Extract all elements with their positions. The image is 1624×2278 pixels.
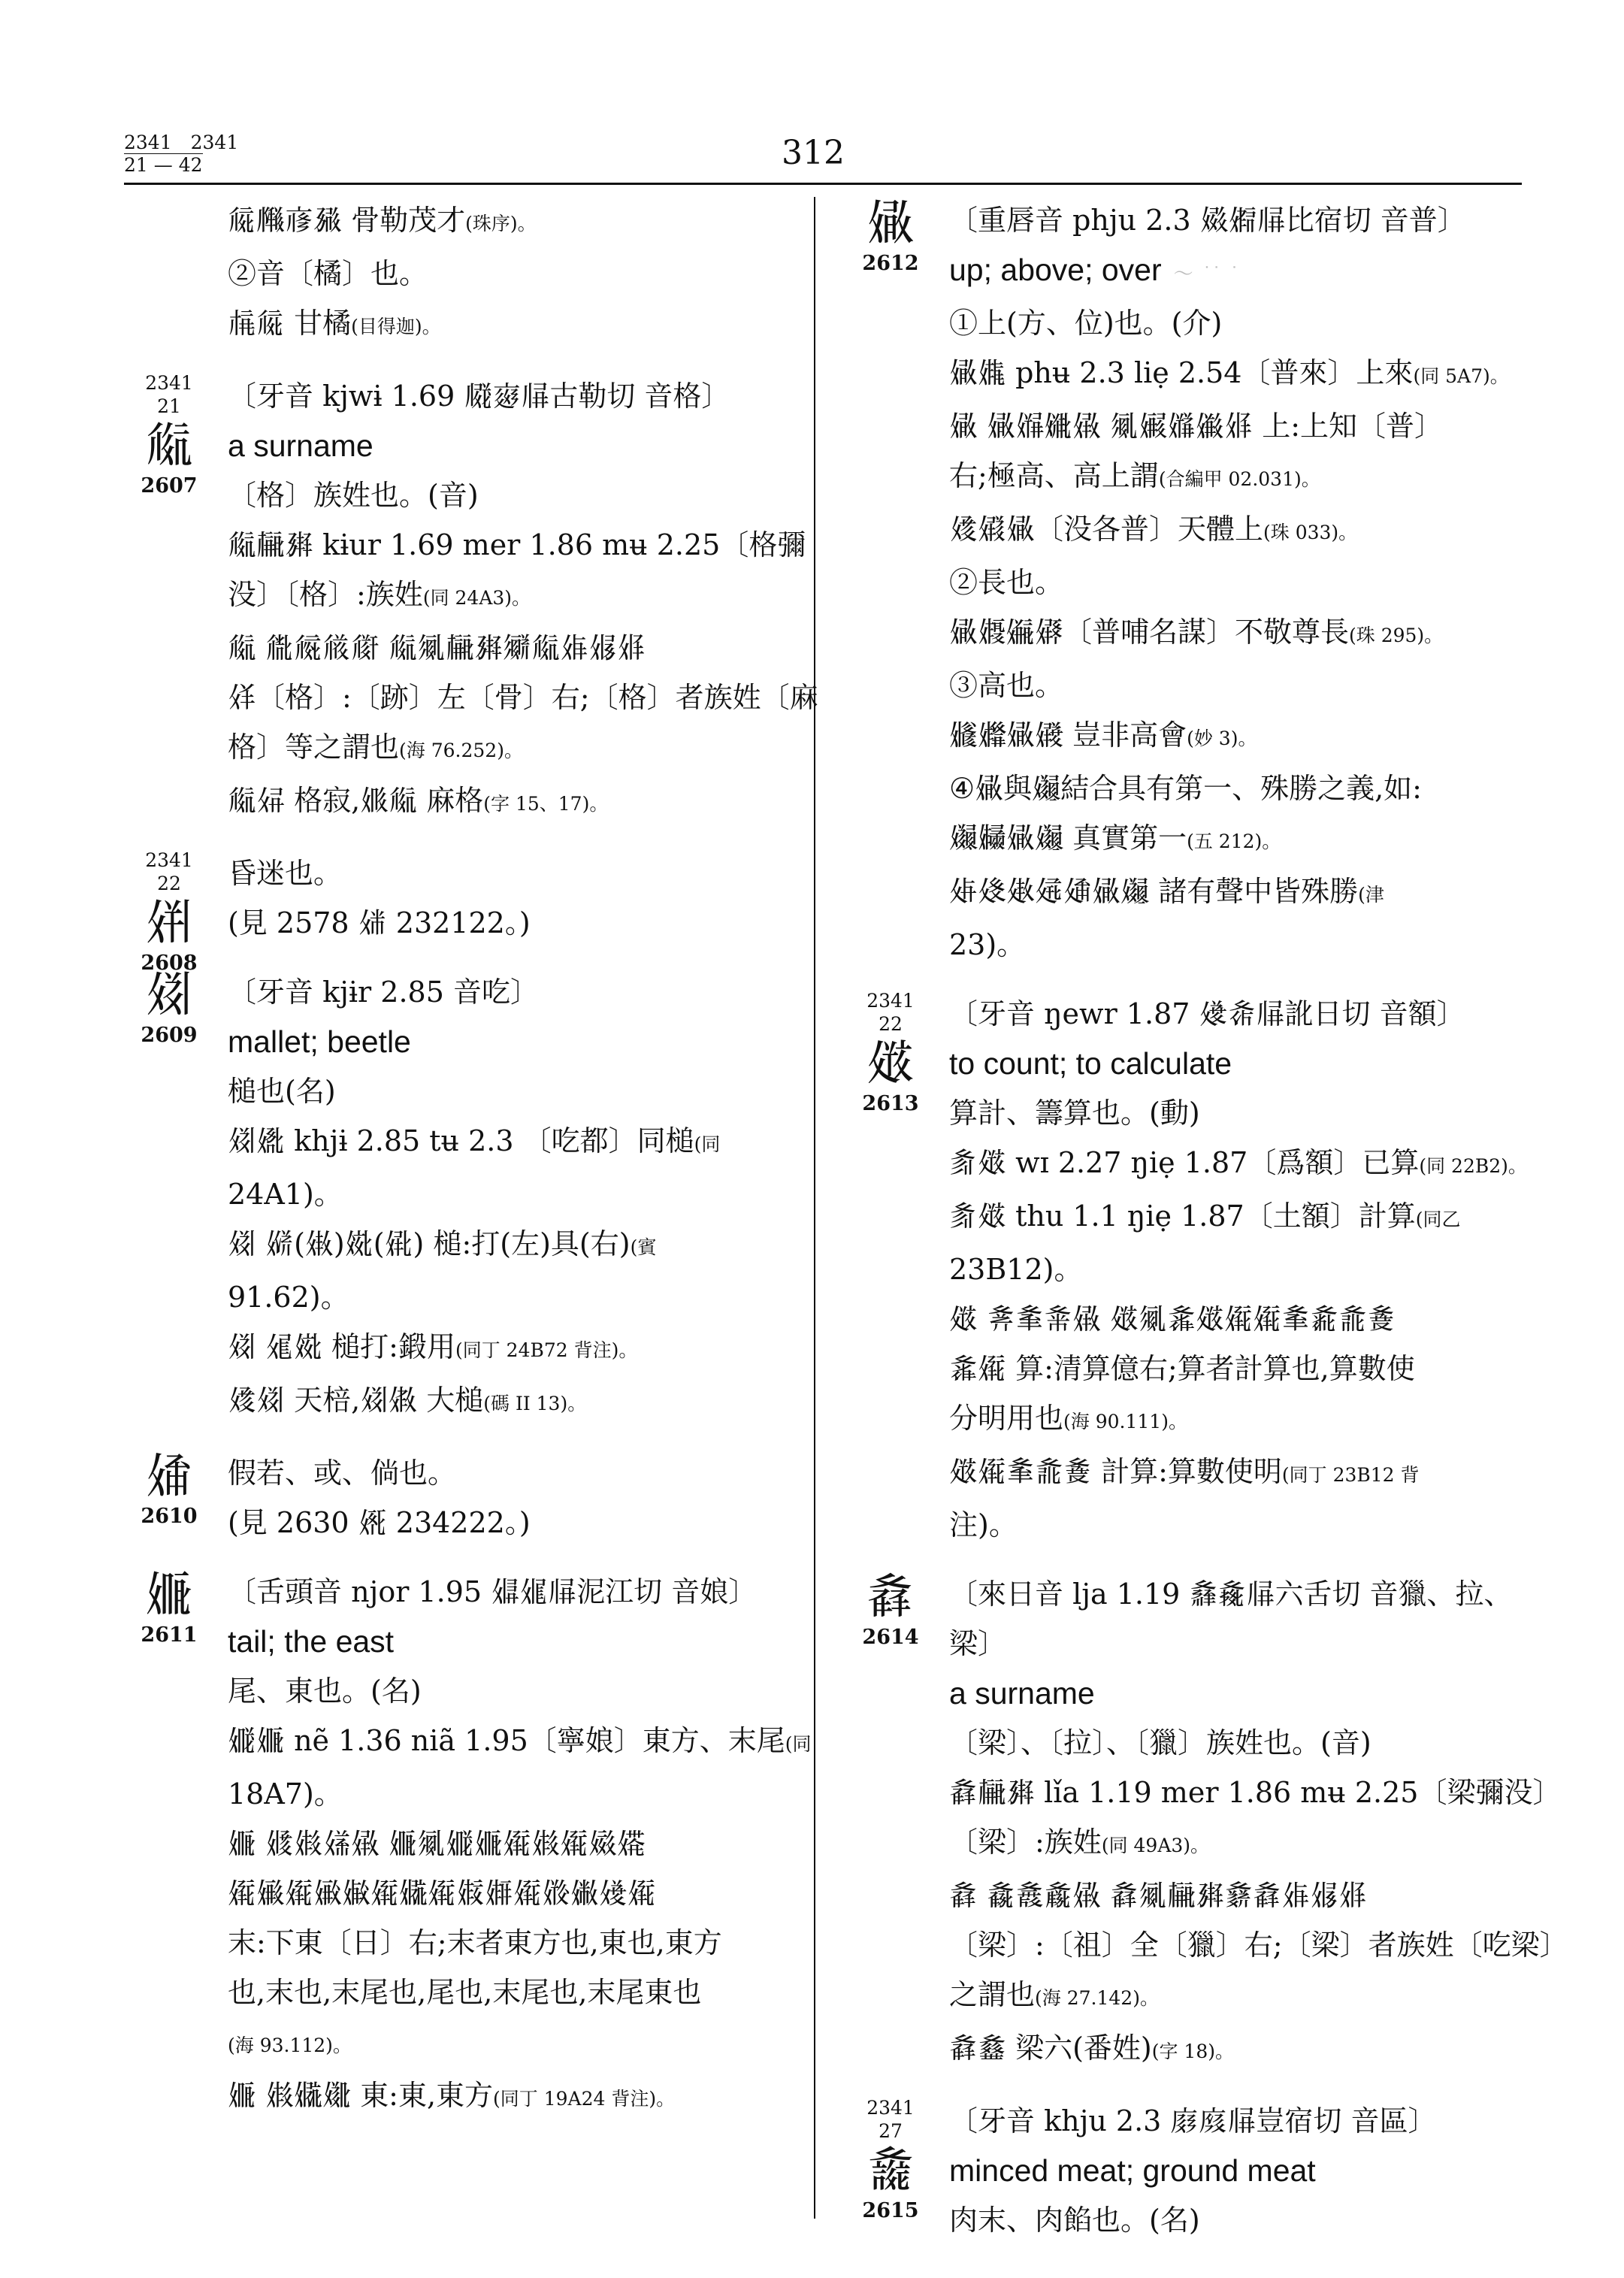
dictionary-entry: [124, 1448, 808, 1547]
citation: (賓: [630, 1236, 657, 1258]
page-number: 312: [782, 134, 845, 172]
dictionary-entry: [845, 989, 1527, 1550]
entry-line: [949, 1970, 1522, 2023]
entry-number: 2608: [141, 951, 198, 975]
citation: (同 49A3)。: [1101, 1835, 1210, 1856]
entry-gutter: [124, 849, 214, 976]
entry-text: 𗐂𗐃𗏱𗐁 真實第一: [949, 821, 1187, 855]
entry-text: (見 2578 𗏐 232122。): [228, 906, 531, 939]
entry-number: 2613: [862, 1092, 919, 1115]
entry-text: ①上(方、位)也。(介): [949, 307, 1223, 340]
citation: (同: [694, 1133, 721, 1155]
entry-line: [228, 1169, 808, 1219]
citation: (珠 295)。: [1349, 625, 1444, 646]
entry-text: 𗐌𗐉 wɪ 2.27 ŋiẹ 1.87〔爲額〕已算: [949, 1146, 1420, 1179]
entry-line: [949, 867, 1522, 920]
citation: (海 27.142)。: [1035, 1987, 1159, 2009]
entry-line: [949, 1294, 1522, 1344]
citation: (海 90.111)。: [1063, 1411, 1187, 1432]
entry-text: 右;極高、高上謂: [949, 459, 1159, 492]
entry-text: (見 2630 𗏛 234222。): [228, 1506, 531, 1539]
entry-spacer: [124, 1429, 808, 1448]
citation: (同丁 23B12 背: [1281, 1464, 1420, 1486]
header-rule: [124, 183, 1522, 185]
entry-text: 𗏁𗆼𗇋𗉭 骨勒茂才: [228, 204, 466, 237]
entry-text: 〔格〕族姓也。(音): [228, 479, 479, 512]
entry-text: 18A7)。: [228, 1777, 343, 1811]
entry-line: [228, 1375, 808, 1429]
entry-line: [949, 920, 1522, 970]
entry-text: 肉末、肉餡也。(名): [949, 2204, 1200, 2237]
entry-line: [228, 2017, 808, 2071]
entry-line: [228, 673, 818, 722]
entry-text: 𗏌〔格〕:〔跡〕左〔骨〕右;〔格〕者族姓〔麻: [228, 681, 818, 714]
entry-text: ②長也。: [949, 566, 1064, 599]
entry-line: [949, 1920, 1568, 1970]
entry-text: 𗏑 𗏓(𗏔)𗏕(𗏖) 槌:打(左)具(右): [228, 1227, 631, 1260]
entry-line: [228, 1968, 808, 2017]
entry-text: 𗏘𗏑 天棓,𗏑𗏙 大槌: [228, 1384, 484, 1417]
entry-text: 〔來日音 lja 1.19 𗐕𗐖𗅁六舌切 音獵、拉、: [949, 1578, 1513, 1611]
entry-line: [228, 520, 808, 570]
entry-line: [949, 607, 1522, 661]
entry-text: 𗐄𗐅𗐆𗐇𗐈𗏱𗐁 諸有聲中皆殊勝: [949, 875, 1359, 908]
english-gloss: [228, 421, 808, 470]
entry-line: [228, 967, 808, 1017]
entry-line: [228, 1219, 808, 1272]
entry-text: 𗐔𗍳𗉪 lǐa 1.19 mer 1.86 mʉ 2.25〔梁彌没〕: [949, 1776, 1562, 1809]
entry-spacer: [124, 352, 808, 371]
entry-gutter: [124, 1567, 214, 1648]
entry-text: 𗏱𗏴 phʉ 2.3 liẹ 2.54〔普來〕上來: [949, 356, 1414, 389]
entry-line: [228, 2071, 808, 2124]
entry-line: [228, 1819, 808, 1868]
entry-text: ②音〔橘〕也。: [228, 257, 428, 290]
dictionary-entry: [845, 195, 1522, 970]
entry-text: 之謂也: [949, 1978, 1036, 2011]
entry-line: [228, 849, 808, 898]
entry-text: ③高也。: [949, 669, 1064, 702]
citation: (碼 II 13)。: [483, 1393, 587, 1414]
entry-text: 𗍫𗏁 甘橘: [228, 307, 352, 340]
entry-line: [949, 451, 1522, 504]
entry-line: [228, 1448, 808, 1498]
english-gloss: [949, 1039, 1522, 1088]
entry-text: 𗏑 𗏗𗏕 槌打:鍛用: [228, 1330, 455, 1363]
entry-text: 𗏜 𗏠𗏡𗏢𗏣 𗏜𗏇𗏟𗏜𗏤𗏡𗏤𗏥𗏦: [228, 1827, 646, 1860]
entry-line: [949, 1768, 1562, 1817]
entry-line: [228, 298, 808, 352]
entry-gutter: [124, 1448, 214, 1529]
entry-line: [228, 776, 808, 829]
entry-text: 〔舌頭音 njor 1.95 𗏝𗏞𗅁泥江切 音娘〕: [228, 1575, 758, 1608]
entry-line: [228, 722, 808, 776]
entry-text: 𗏜 𗏡𗏪𗏰 東:東,東方: [228, 2079, 494, 2112]
entry-text: 24A1)。: [228, 1178, 343, 1211]
entry-text: 𗏱𗏻𗏼𗏽〔普哺名謀〕不敬尊長: [949, 616, 1350, 649]
entry-line: [228, 1322, 808, 1375]
entry-number: 2611: [141, 1623, 198, 1647]
citation: (字 18)。: [1151, 2041, 1234, 2062]
citation: (妙 3)。: [1187, 728, 1257, 749]
headword-glyph: 𗐔: [866, 1569, 915, 1625]
headword-glyph: 𗐜: [866, 2143, 915, 2198]
entry-text: 𗏂𗏍 格寂,𗏎𗏂 麻格: [228, 784, 484, 817]
entry-gutter: [845, 989, 936, 1117]
citation: (津: [1358, 884, 1384, 906]
entry-text: 格〕等之謂也: [228, 731, 400, 764]
entry-line: [949, 1344, 1522, 1393]
column-divider: [814, 197, 815, 2219]
entry-text: 𗐉𗏤𗐎𗐒𗐓 計算:算數使明: [949, 1455, 1282, 1488]
headword-glyph: 𗏑: [145, 967, 193, 1023]
entry-gutter: [124, 371, 214, 499]
entry-code-sub: 22: [157, 873, 181, 894]
entry-line: [949, 1393, 1522, 1447]
dictionary-entry: [124, 1567, 812, 2124]
dictionary-entry: [845, 2096, 1522, 2245]
entry-spacer: [845, 1550, 1522, 1569]
code-range-bottom: 21 — 42: [124, 154, 203, 176]
entry-line: [228, 898, 808, 948]
entry-line: [949, 1718, 1522, 1768]
entry-line: [228, 1567, 808, 1617]
entry-spacer: [124, 948, 808, 967]
dictionary-entry: [124, 967, 808, 1429]
headword-glyph: 𗏱: [866, 195, 915, 251]
entry-text: 尾、東也。(名): [228, 1674, 422, 1708]
citation: (同丁 24B72 背注)。: [455, 1339, 638, 1361]
entry-line: [949, 1245, 1522, 1294]
entry-text: 〔牙音 ŋewr 1.87 𗐊𗐋𗅁訛日切 音額〕: [949, 997, 1465, 1030]
entry-text: up; above; over: [949, 253, 1162, 287]
entry-code-sub: 21: [157, 395, 181, 417]
entry-line: [228, 570, 808, 623]
entry-text: a surname: [949, 1676, 1095, 1711]
citation: (同 24A3)。: [422, 587, 531, 609]
citation: (海 93.112)。: [228, 2034, 352, 2056]
entry-line: [949, 1088, 1522, 1138]
entry-line: [949, 710, 1522, 764]
entry-text: to count; to calculate: [949, 1046, 1232, 1081]
entry-text: 𗏘𗏺𗏱〔没各普〕天體上: [949, 513, 1264, 546]
entry-line: [228, 1272, 808, 1322]
entry-spacer: [845, 970, 1522, 989]
entry-gutter: [845, 2096, 936, 2224]
entry-text: 注)。: [949, 1508, 1018, 1541]
citation: (珠序)。: [465, 213, 537, 234]
headword-glyph: 𗏏: [145, 895, 193, 951]
entry-line: [949, 2096, 1522, 2146]
entry-line: [228, 1716, 812, 1769]
running-head-codes: [124, 132, 238, 176]
citation: (字 15、17)。: [483, 793, 609, 815]
entry-text: 𗐔 𗐗𗐘𗐙𗏣 𗐔𗏇𗍳𗉪𗐚𗐔𗏉𗏊𗏋: [949, 1879, 1368, 1912]
entry-text: 〔梁〕:〔祖〕全〔獵〕右;〔梁〕者族姓〔吃梁〕: [949, 1929, 1568, 1962]
entry-line: [949, 195, 1522, 245]
entry-code-sub: 22: [879, 1013, 903, 1035]
entry-line: [228, 1116, 808, 1169]
headword-glyph: 𗐉: [866, 1036, 915, 1091]
entry-text: 算計、籌算也。(動): [949, 1097, 1200, 1130]
entry-number: 2615: [862, 2199, 919, 2222]
entry-line: [228, 623, 808, 673]
citation: (海 76.252)。: [399, 740, 523, 761]
entry-text: 昏迷也。: [228, 857, 343, 890]
entry-text: 𗏟𗏜 nẽ 1.36 niã 1.95〔寧娘〕東方、末尾: [228, 1724, 785, 1757]
entry-number: 2612: [862, 252, 919, 275]
entry-text: 𗏂𗍳𗉪 kɨur 1.69 mer 1.86 mʉ 2.25〔格彌: [228, 528, 806, 561]
citation: (同 5A7)。: [1413, 365, 1509, 387]
right-column: [845, 195, 1568, 2245]
entry-line: [949, 2023, 1522, 2077]
entry-line: [228, 1666, 808, 1716]
entry-line: [949, 348, 1522, 401]
entry-text: 〔梁〕、〔拉〕、〔獵〕族姓也。(音): [949, 1726, 1371, 1759]
entry-number: 2610: [141, 1505, 198, 1528]
entry-gutter: [845, 195, 936, 277]
entry-line: [949, 1817, 1522, 1871]
entry-text: 𗏂 𗏃𗏄𗏅𗏆 𗏂𗏇𗍳𗉪𗏈𗏂𗏉𗏊𗏋: [228, 631, 646, 664]
dictionary-entry: [124, 849, 808, 975]
entry-text: minced meat; ground meat: [949, 2153, 1316, 2188]
english-gloss: [949, 1668, 1522, 1718]
entry-code-sub: 27: [879, 2120, 903, 2142]
entry-line: [949, 1569, 1522, 1619]
entry-text: 梁〕: [949, 1627, 1007, 1660]
entry-text: 23)。: [949, 928, 1026, 961]
entry-line: [228, 1868, 808, 1918]
entry-text: 𗏱 𗏱𗏵𗏶𗏣 𗏇𗏷𗏸𗏹𗏋 上:上知〔普〕: [949, 410, 1444, 443]
dictionary-entry: [124, 371, 818, 829]
entry-text: 分明用也: [949, 1402, 1064, 1435]
entry-spacer: [845, 2077, 1522, 2096]
citation: (珠 033)。: [1263, 522, 1358, 543]
entry-line: [949, 504, 1522, 558]
entry-spacer: [124, 1547, 808, 1567]
entry-line: [949, 558, 1522, 607]
citation: (五 212)。: [1187, 830, 1281, 852]
entry-line: [228, 1918, 808, 1968]
entry-text: ④𗏱與𗐁結合具有第一、殊勝之義,如:: [949, 772, 1422, 805]
entry-text: 𗐌𗐉 thu 1.1 ŋiẹ 1.87〔土額〕計算: [949, 1200, 1416, 1233]
english-gloss: [228, 1017, 808, 1066]
entry-line: [949, 1191, 1522, 1245]
entry-line: [949, 661, 1522, 710]
entry-text: 假若、或、倘也。: [228, 1457, 457, 1490]
entry-code: 2341: [145, 372, 193, 394]
entry-line: [949, 989, 1522, 1039]
english-gloss: [228, 1617, 808, 1666]
entry-line: [228, 195, 808, 249]
headword-glyph: 𗏜: [145, 1567, 193, 1623]
entry-text: 没〕〔格〕:族姓: [228, 578, 423, 611]
entry-text: 𗐔𗐛 梁六(番姓): [949, 2031, 1152, 2065]
entry-text: 〔牙音 kjwɨ 1.69 𗆧𗇐𗅁古勒切 音格〕: [228, 380, 730, 413]
entry-line: [949, 401, 1522, 451]
entry-line: [228, 470, 808, 520]
entry-number: 2614: [862, 1626, 919, 1649]
english-gloss: [949, 2146, 1522, 2195]
entry-text: 〔重唇音 phju 2.3 𗏲𗏳𗅁比宿切 音普〕: [949, 204, 1466, 237]
headword-glyph: 𗏂: [145, 418, 193, 473]
entry-text: 𗏤𗏧𗏤𗏨𗏩𗏤𗏪𗏤𗏫𗏬𗏤𗏭𗏮𗏯𗏤: [228, 1877, 657, 1910]
entry-code: 2341: [866, 990, 915, 1012]
english-gloss: [949, 245, 1522, 298]
entry-line: [949, 298, 1522, 348]
entry-text: 𗐉 𗐍𗐎𗐏𗏣 𗐉𗏇𗐐𗐉𗏤𗏤𗐎𗐑𗐒𗐓: [949, 1302, 1396, 1336]
entry-line: [949, 2195, 1522, 2245]
entry-line: [949, 1871, 1522, 1920]
entry-text: 〔牙音 kjɨr 2.85 音吃〕: [228, 976, 539, 1009]
entry-line: [949, 813, 1522, 867]
entry-text: 槌也(名): [228, 1075, 336, 1108]
entry-line: [949, 1500, 1522, 1550]
entry-gutter: [124, 967, 214, 1048]
dictionary-entry: [124, 195, 808, 352]
entry-number: 2609: [141, 1024, 198, 1047]
citation: (目得迦)。: [351, 316, 441, 337]
entry-line: [949, 1138, 1527, 1191]
entry-text: 𗏑𗏒 khjɨ 2.85 tʉ 2.3 〔吃都〕同槌: [228, 1124, 694, 1157]
dictionary-entry: [845, 1569, 1568, 2077]
entry-text: 〔牙音 khju 2.3 𗐝𗐞𗅁豈宿切 音區〕: [949, 2104, 1437, 2137]
entry-line: [228, 1769, 808, 1819]
citation: (同 22B2)。: [1419, 1155, 1527, 1177]
entry-number: 2607: [141, 474, 198, 498]
entry-text: 末:下東〔日〕右;末者東方也,東也,東方: [228, 1926, 722, 1959]
entry-line: [949, 1619, 1522, 1668]
entry-text: mallet; beetle: [228, 1024, 411, 1059]
entry-text: 𗏾𗏿𗏱𗐀 豈非高會: [949, 718, 1187, 752]
entry-text: 𗐐𗏤 算:清算億右;算者計算也,算數使: [949, 1352, 1415, 1385]
headword-glyph: 𗏚: [145, 1448, 193, 1504]
entry-text: 23B12)。: [949, 1253, 1083, 1286]
entry-code: 2341: [145, 849, 193, 871]
entry-gutter: [845, 1569, 936, 1650]
citation: (同丁 19A24 背注)。: [493, 2088, 676, 2110]
entry-text: tail; the east: [228, 1624, 395, 1659]
citation: (合編甲 02.031)。: [1158, 468, 1320, 490]
handwritten-mark: ～ ˙˙ ˙: [1173, 262, 1242, 285]
entry-code: 2341: [866, 2097, 915, 2119]
citation: (同: [785, 1733, 812, 1755]
code-range-top: 2341 2341: [124, 132, 239, 153]
entry-text: a surname: [228, 428, 373, 463]
entry-line: [228, 1066, 808, 1116]
entry-text: 也,末也,末尾也,尾也,末尾也,末尾東也: [228, 1976, 702, 2009]
entry-line: [228, 371, 808, 421]
entry-line: [949, 764, 1522, 813]
entry-line: [228, 249, 808, 298]
entry-spacer: [124, 829, 808, 849]
citation: (同乙: [1415, 1209, 1461, 1230]
entry-line: [228, 1498, 808, 1547]
entry-text: 91.62)。: [228, 1281, 349, 1314]
entry-text: 〔梁〕:族姓: [949, 1826, 1102, 1859]
left-column: [124, 195, 818, 2124]
entry-line: [949, 1447, 1522, 1500]
